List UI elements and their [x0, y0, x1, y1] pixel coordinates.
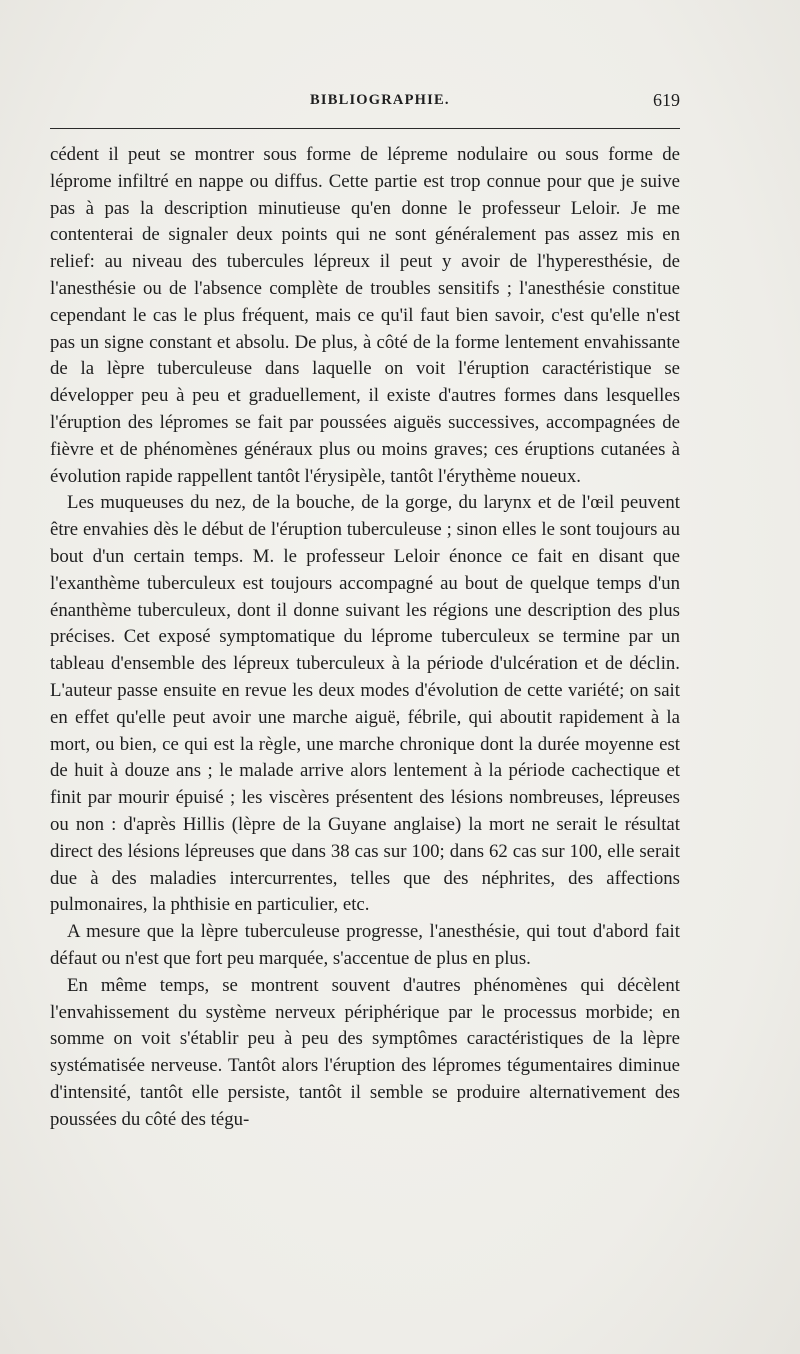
- paragraph-3: A mesure que la lèpre tuberculeuse progresse, l'anesthésie, qui tout d'abord fait défaut ou n'est que fort peu marquée, s'accentue de plus en plus.: [50, 921, 680, 969]
- running-title: BIBLIOGRAPHIE.: [310, 92, 450, 108]
- page-number: 619: [653, 90, 680, 110]
- paragraph-4: En même temps, se montrent souvent d'autres phénomènes qui décèlent l'envahissement du système nerveux périphérique par le processus morbide; en somme on voit s'établir peu à peu des symptômes caractéristiques de la lèpre systématisée nerveuse. Tantôt alors l'éruption des lépromes tégumentaires diminue d'intensité, tantôt elle persiste, tantôt il semble se produire alternativement des poussées du côté des tégu-: [50, 974, 680, 1130]
- body-text: [50, 142, 680, 1133]
- paragraph-1: cédent il peut se montrer sous forme de lépreme nodulaire ou sous forme de léprome infiltré en nappe ou diffus. Cette partie est trop connue pour que je suive pas à pas la description minutieuse qu'en donne le professeur Leloir. Je me contenterai de signaler deux points qui ne sont généralement pas assez mis en relief: au niveau des tubercules lépreux il peut y avoir de l'hyperesthésie, de l'anesthésie ou de l'absence complète de troubles sensitifs ; l'anesthésie constitue cependant le cas le plus fréquent, mais ce qu'il faut bien savoir, c'est qu'elle n'est pas un signe constant et absolu. De plus, à côté de la forme lentement envahissante de la lèpre tuberculeuse dans laquelle on voit l'éruption caractéristique se développer peu à peu et graduellement, il existe d'autres formes dans lesquelles l'éruption des lépromes se fait par poussées aiguës successives, accompagnées de fièvre et de phénomènes généraux plus ou moins graves; ces éruptions cutanées à évolution rapide rappellent tantôt l'érysipèle, tantôt l'érythème noueux.: [50, 144, 680, 487]
- paragraph-2: Les muqueuses du nez, de la bouche, de la gorge, du larynx et de l'œil peuvent être envahies dès le début de l'éruption tuberculeuse ; sinon elles le sont toujours au bout d'un certain temps. M. le professeur Leloir énonce ce fait en disant que l'exanthème tuberculeux est toujours accompagné au bout de quelque temps d'un énanthème tuberculeux, dont il donne suivant les régions une description des plus précises. Cet exposé symptomatique du léprome tuberculeux se termine par un tableau d'ensemble des lépreux tuberculeux à la période d'ulcération et de déclin. L'auteur passe ensuite en revue les deux modes d'évolution de cette variété; on sait en effet qu'elle peut avoir une marche aiguë, fébrile, qui aboutit rapidement à la mort, ou bien, ce qui est la règle, une marche chronique dont la durée moyenne est de huit à douze ans ; le malade arrive alors lentement à la période cachectique et finit par mourir épuisé ; les viscères présentent des lésions nombreuses, lépreuses ou non : d'après Hillis (lèpre de la Guyane anglaise) la mort ne serait le résultat direct des lésions lépreuses que dans 38 cas sur 100; dans 62 cas sur 100, elle serait due à des maladies intercurrentes, telles que des néphrites, des affections pulmonaires, la phthisie en particulier, etc.: [50, 492, 680, 916]
- header-rule: [50, 128, 680, 129]
- page-header: [50, 92, 680, 116]
